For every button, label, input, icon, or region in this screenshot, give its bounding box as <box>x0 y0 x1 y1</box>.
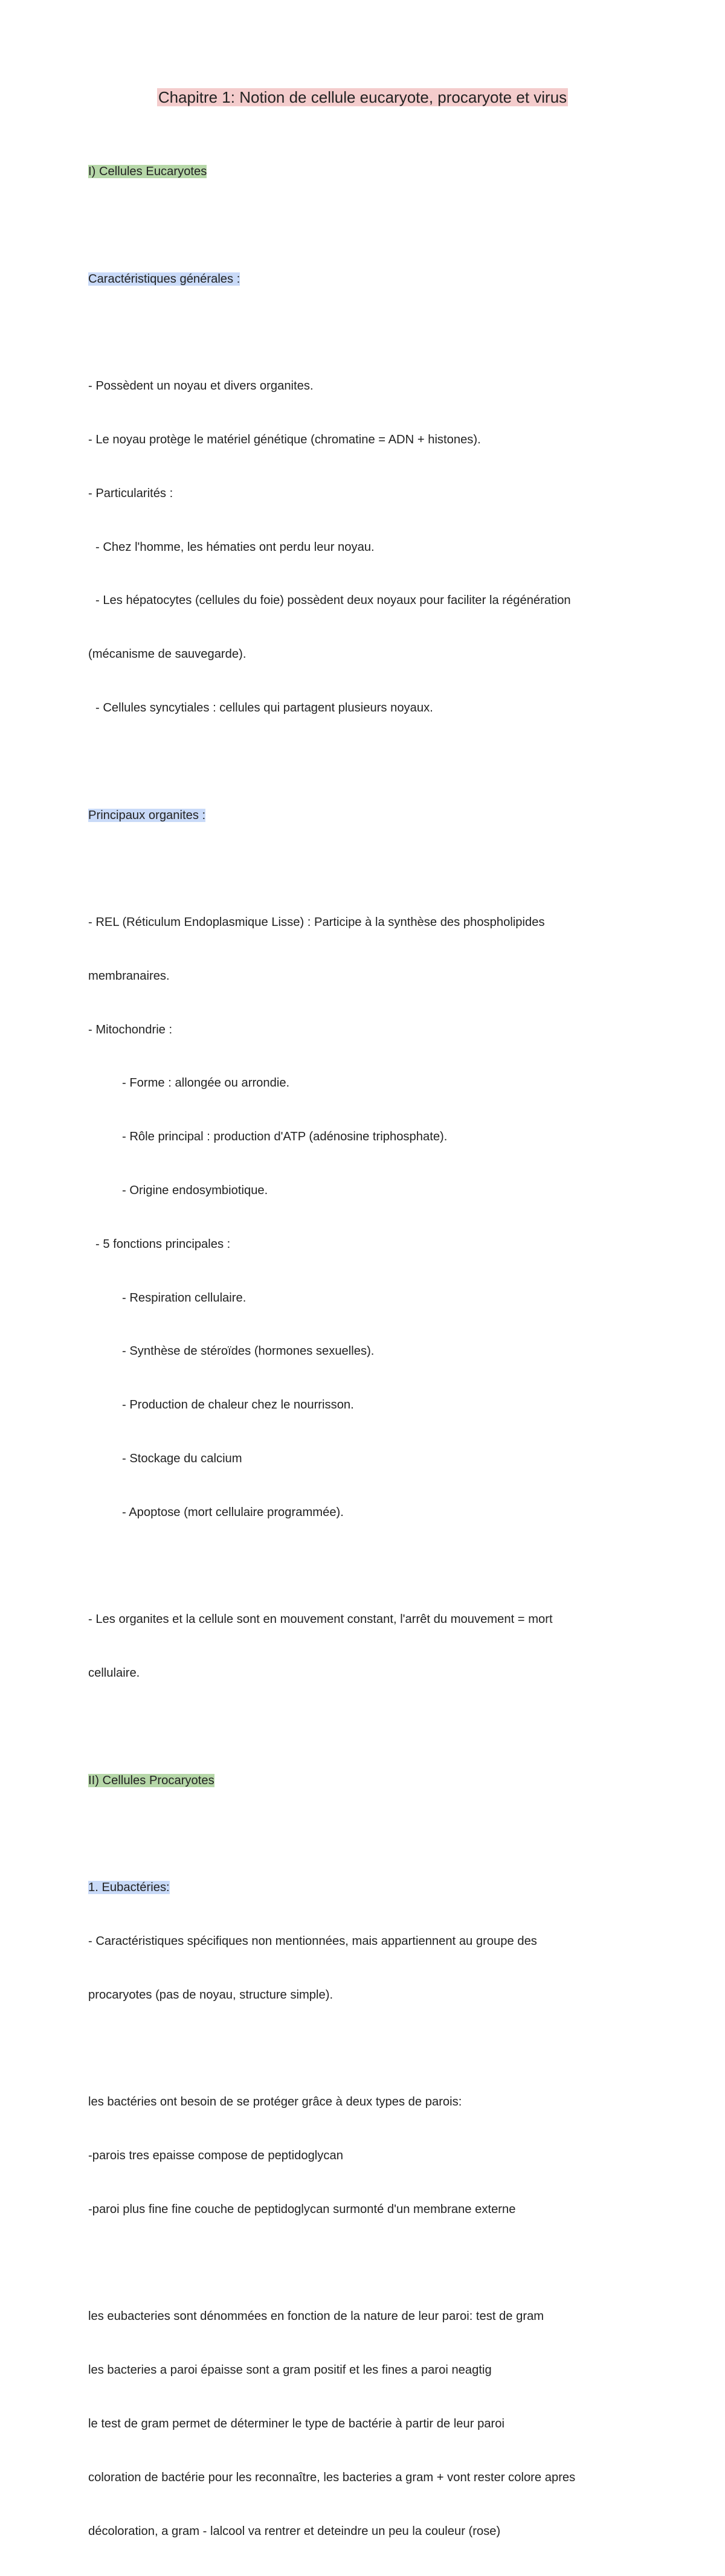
text-line: le test de gram permet de déterminer le type de bactérie à partir de leur paroi <box>88 2417 504 2430</box>
text-line: les eubacteries sont dénommées en fonction de la nature de leur paroi: test de gram <box>88 2310 544 2324</box>
text-line: décoloration, a gram - lalcool va rentrer et deteindre un peu la couleur (rose) <box>88 2524 501 2538</box>
spacer <box>88 324 632 342</box>
text-line: - Origine endosymbiotique. <box>122 1184 268 1198</box>
subsection-heading: Principaux organites : <box>88 808 206 822</box>
spacer <box>88 217 632 235</box>
text-line: - Respiration cellulaire. <box>122 1291 246 1305</box>
text-line: cellulaire. <box>88 1666 140 1680</box>
text-line: procaryotes (pas de noyau, structure simple). <box>88 1988 334 2002</box>
subsection-heading: Caractéristiques générales : <box>88 272 240 286</box>
text-line: - Le noyau protège le matériel génétique (chromatine = ADN + histones). <box>88 433 481 447</box>
spacer <box>88 2040 632 2058</box>
text-line: - REL (Réticulum Endoplasmique Lisse) : Participe à la synthèse des phospholipides <box>88 916 545 930</box>
text-line: - Apoptose (mort cellulaire programmée). <box>122 1505 344 1519</box>
text-line: - Particularités : <box>88 486 173 500</box>
text-line: les bactéries ont besoin de se protéger grâce à deux types de parois: <box>88 2095 462 2109</box>
spacer <box>88 2255 632 2273</box>
spacer <box>88 753 632 771</box>
text-line: membranaires. <box>88 969 170 983</box>
text-line: - Les organites et la cellule sont en mouvement constant, l'arrêt du mouvement = mort <box>88 1613 553 1627</box>
text-line: -parois tres epaisse compose de peptidoglycan <box>88 2149 343 2163</box>
spacer <box>88 1558 632 1576</box>
text-line: les bacteries a paroi épaisse sont a gram positif et les fines a paroi neagtig <box>88 2363 492 2377</box>
text-line: - Les hépatocytes (cellules du foie) possèdent deux noyaux pour faciliter la régénération <box>95 594 571 608</box>
text-line: - Stockage du calcium <box>122 1451 242 1465</box>
subsection-heading: 1. Eubactéries: <box>88 1881 170 1895</box>
text-line: coloration de bactérie pour les reconnaître, les bacteries a gram + vont rester colore apres <box>88 2470 576 2484</box>
text-line: - Possèdent un noyau et divers organites. <box>88 379 314 393</box>
text-line: -paroi plus fine fine couche de peptidoglycan surmonté d'un membrane externe <box>88 2202 516 2216</box>
text-line: - Forme : allongée ou arrondie. <box>122 1076 290 1090</box>
spacer <box>88 1718 632 1736</box>
page-title <box>0 87 725 108</box>
text-line: (mécanisme de sauvegarde). <box>88 647 246 661</box>
text-line: - Synthèse de stéroïdes (hormones sexuelles). <box>122 1344 375 1358</box>
text-line: - 5 fonctions principales : <box>95 1237 231 1251</box>
spacer <box>88 860 632 878</box>
section-heading: I) Cellules Eucaryotes <box>88 165 207 179</box>
text-line: - Chez l'homme, les hématies ont perdu leur noyau. <box>95 540 375 554</box>
text-line: - Caractéristiques spécifiques non mentionnées, mais appartiennent au groupe des <box>88 1934 537 1948</box>
text-line: - Mitochondrie : <box>88 1023 173 1036</box>
section-heading: II) Cellules Procaryotes <box>88 1773 214 1787</box>
text-line: - Cellules syncytiales : cellules qui partagent plusieurs noyaux. <box>95 701 433 715</box>
title-text: Chapitre 1: Notion de cellule eucaryote, procaryote et virus <box>158 88 567 106</box>
spacer <box>88 1825 632 1843</box>
document-body <box>88 127 632 2576</box>
text-line: - Rôle principal : production d'ATP (adénosine triphosphate). <box>122 1130 448 1144</box>
text-line: - Production de chaleur chez le nourrisson. <box>122 1398 354 1412</box>
